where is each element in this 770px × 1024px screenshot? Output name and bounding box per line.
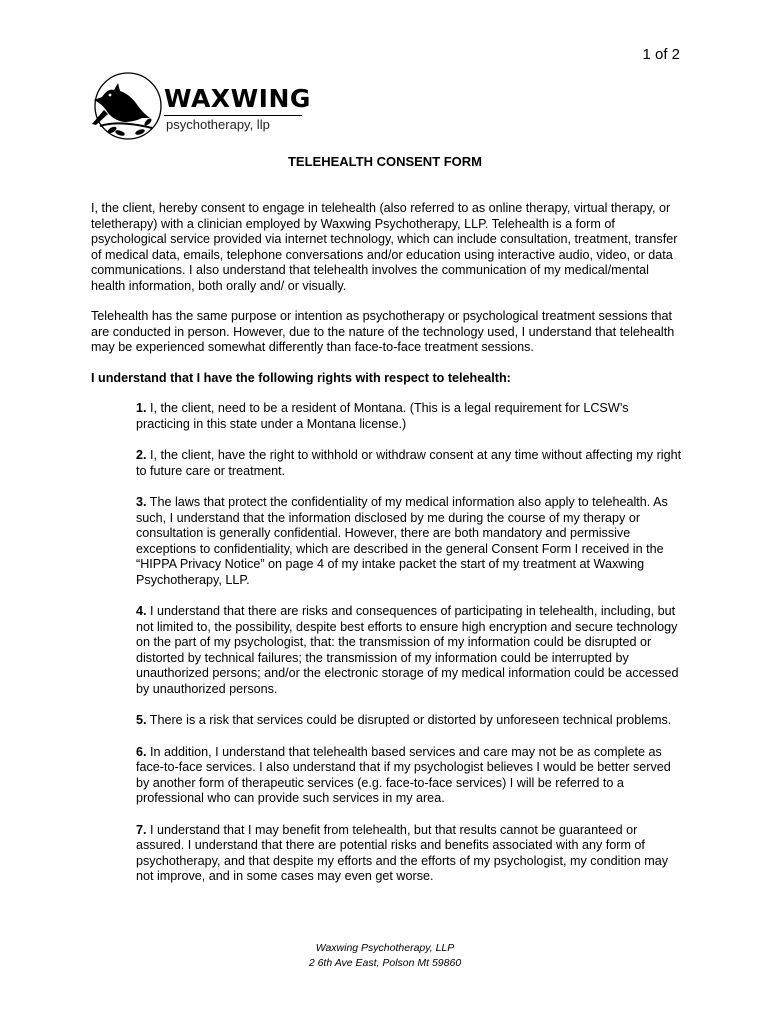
right-item-5	[136, 713, 683, 729]
purpose-paragraph: Telehealth has the same purpose or intention as psychotherapy or psychological treatment sessions that are conducted in person. However, due to the nature of the technology used, I understand that telehealth may be experienced somewhat differently than face-to-face treatment sessions.	[91, 309, 675, 354]
right-item-3	[136, 495, 683, 588]
right-item-6	[136, 745, 683, 807]
right-item-4	[136, 604, 683, 697]
right-text: I, the client, need to be a resident of Montana. (This is a legal requirement for LCSW’s practicing in this state under a Montana license.)	[136, 401, 629, 431]
right-number: 2.	[136, 448, 147, 462]
page-number: 1 of 2	[642, 46, 680, 63]
logo-tagline: psychotherapy, llp	[166, 117, 270, 132]
rights-heading: I understand that I have the following rights with respect to telehealth:	[91, 370, 511, 385]
right-text: The laws that protect the confidentiality of my medical information also apply to telehealth. As such, I understand that the information disclosed by me during the course of my therapy or consultation is generally confidential. However, there are both mandatory and permissive exceptions to confidentiality, which are described in the general Consent Form I received in the “HIPPA Privacy Notice” on page 4 of my intake packet the start of my treatment at Waxwing Psychotherapy, LLP.	[136, 495, 668, 587]
right-text: I understand that there are risks and consequences of participating in telehealth, including, but not limited to, the possibility, despite best efforts to ensure high encryption and secure technology on the part of my psychologist, that: the transmission of my information could be disrupted or distorted by technical failures; the transmission of my information could be interrupted by unauthorized persons; and/or the electronic storage of my medical information could be accessed by unauthorized persons.	[136, 604, 679, 696]
page-footer	[0, 941, 770, 971]
company-logo	[90, 70, 310, 142]
right-number: 1.	[136, 401, 147, 415]
footer-company: Waxwing Psychotherapy, LLP	[315, 942, 455, 954]
right-number: 5.	[136, 713, 147, 727]
right-item-7	[136, 823, 683, 885]
right-number: 4.	[136, 604, 147, 618]
form-body	[91, 201, 683, 901]
right-text: In addition, I understand that telehealth based services and care may not be as complete as face-to-face services. I also understand that if my psychologist believes I would be better served by another form of therapeutic services (e.g. face-to-face services) I will be referred to a professional who can provide such services in my area.	[136, 744, 671, 805]
form-title: TELEHEALTH CONSENT FORM	[287, 154, 483, 169]
right-item-2	[136, 448, 683, 479]
right-item-1	[136, 401, 683, 432]
right-text: There is a risk that services could be disrupted or distorted by unforeseen technical problems.	[146, 713, 672, 727]
right-text: I, the client, have the right to withhold or withdraw consent at any time without affecting my right to future care or treatment.	[136, 448, 682, 478]
right-number: 7.	[136, 822, 147, 837]
right-text: I understand that I may benefit from telehealth, but that results cannot be guaranteed or assured. I understand that there are potential risks and benefits associated with any form of psychotherapy, and that despite my efforts and the efforts of my psychologist, my condition may not improve, and in some cases may even get worse.	[136, 822, 669, 883]
intro-paragraph: I, the client, hereby consent to engage in telehealth (also referred to as online therapy, virtual therapy, or teletherapy) with a clinician employed by Waxwing Psychotherapy, LLP. Telehealth is a form of psychological service provided via internet technology, which can include consultation, treatment, transfer of medical data, emails, telephone conversations and/or education using interactive audio, video, or data communications. I also understand that telehealth involves the communication of my medical/mental health information, both orally and/ or visually.	[91, 201, 678, 293]
right-number: 6.	[136, 744, 147, 759]
waxwing-bird-icon	[90, 70, 162, 140]
logo-divider	[164, 115, 302, 116]
logo-name: WAXWING	[164, 84, 311, 113]
footer-address: 2 6th Ave East, Polson Mt 59860	[308, 957, 462, 969]
right-number: 3.	[136, 495, 147, 509]
